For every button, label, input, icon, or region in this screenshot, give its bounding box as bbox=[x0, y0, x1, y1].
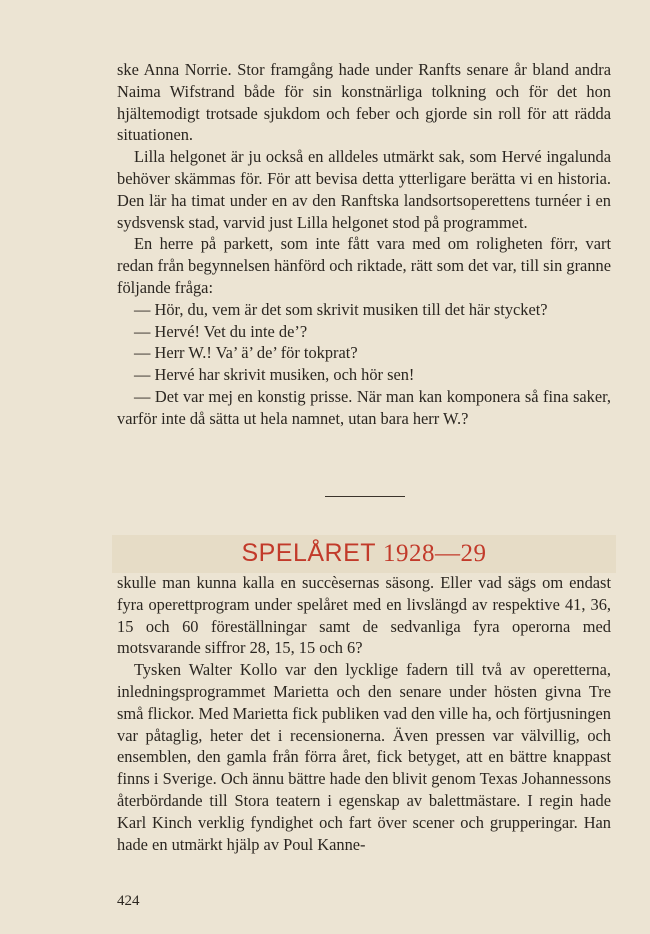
section-heading-years: 1928—29 bbox=[383, 540, 487, 567]
page-number: 424 bbox=[117, 893, 140, 909]
paragraph-succeser: skulle man kunna kalla en succèsernas säsong. Eller vad sägs om endast fyra operettprogram under spelåret med en livslängd av respektive 41, 36, 15 och 60 föreställningar samt de sedvanliga fyra operorna med motsvarande siffror 28, 15, 15 och 6? bbox=[117, 573, 611, 658]
dialog-line-3: — Herr W.! Va’ ä’ de’ för tokprat? bbox=[134, 343, 358, 363]
section-heading bbox=[117, 537, 611, 570]
dialog-line-2: — Hervé! Vet du inte de’? bbox=[134, 321, 308, 341]
section-heading-word: SPELÅRET bbox=[241, 539, 384, 567]
paragraph-herre-pa-parkett: En herre på parkett, som inte fått vara med om roligheten förr, vart redan från begynnelsen hänförd och riktade, rätt som det var, till sin granne följande fråga: bbox=[117, 234, 611, 297]
paragraph-continuation: ske Anna Norrie. Stor framgång hade under Ranfts senare år bland andra Naima Wifstrand både för sin konstnärliga tolkning och för det hon hjältemodigt trotsade sjukdom och feber och gjorde sin roll för att rädda situationen. bbox=[117, 60, 611, 145]
paragraph-walter-kollo: Tysken Walter Kollo var den lycklige fadern till två av operetterna, inledningsprogrammet Marietta och den senare under hösten givna Tre små flickor. Med Marietta fick publiken vad den ville ha, och förtjusningen var påtaglig, heter det i recensionerna. Även pressen var välvillig, och ensemblen, den gamla från förra året, fick betyget, att en bättre knappast finns i Sverige. Och ännu bättre hade den blivit genom Texas Johannessons återbördande till Stora teatern i egenskap av balettmästare. I regin hade Karl Kinch verklig fyndighet och fart över scener och grupperingar. Han hade en utmärkt hjälp av Poul Kanne- bbox=[117, 660, 611, 854]
dialog-line-4: — Hervé har skrivit musiken, och hör sen! bbox=[134, 365, 415, 385]
dialog-line-1: — Hör, du, vem är det som skrivit musiken till det här stycket? bbox=[134, 299, 548, 319]
top-text-block bbox=[117, 59, 611, 430]
bottom-text-block bbox=[117, 572, 611, 855]
dialog-line-5: — Det var mej en konstig prisse. När man kan komponera så fina saker, varför inte då sätta ut hela namnet, utan bara herr W.? bbox=[117, 386, 611, 428]
paragraph-lilla-helgonet: Lilla helgonet är ju också en alldeles utmärkt sak, som Hervé ingalunda behöver skämmas för. För att bevisa detta ytterligare berätta vi en historia. Den lär ha timat under en av den Ranftska landsortsoperettens turnéer i en sydsvensk stad, varvid just Lilla helgonet stod på programmet. bbox=[117, 147, 611, 232]
section-divider bbox=[325, 496, 405, 497]
